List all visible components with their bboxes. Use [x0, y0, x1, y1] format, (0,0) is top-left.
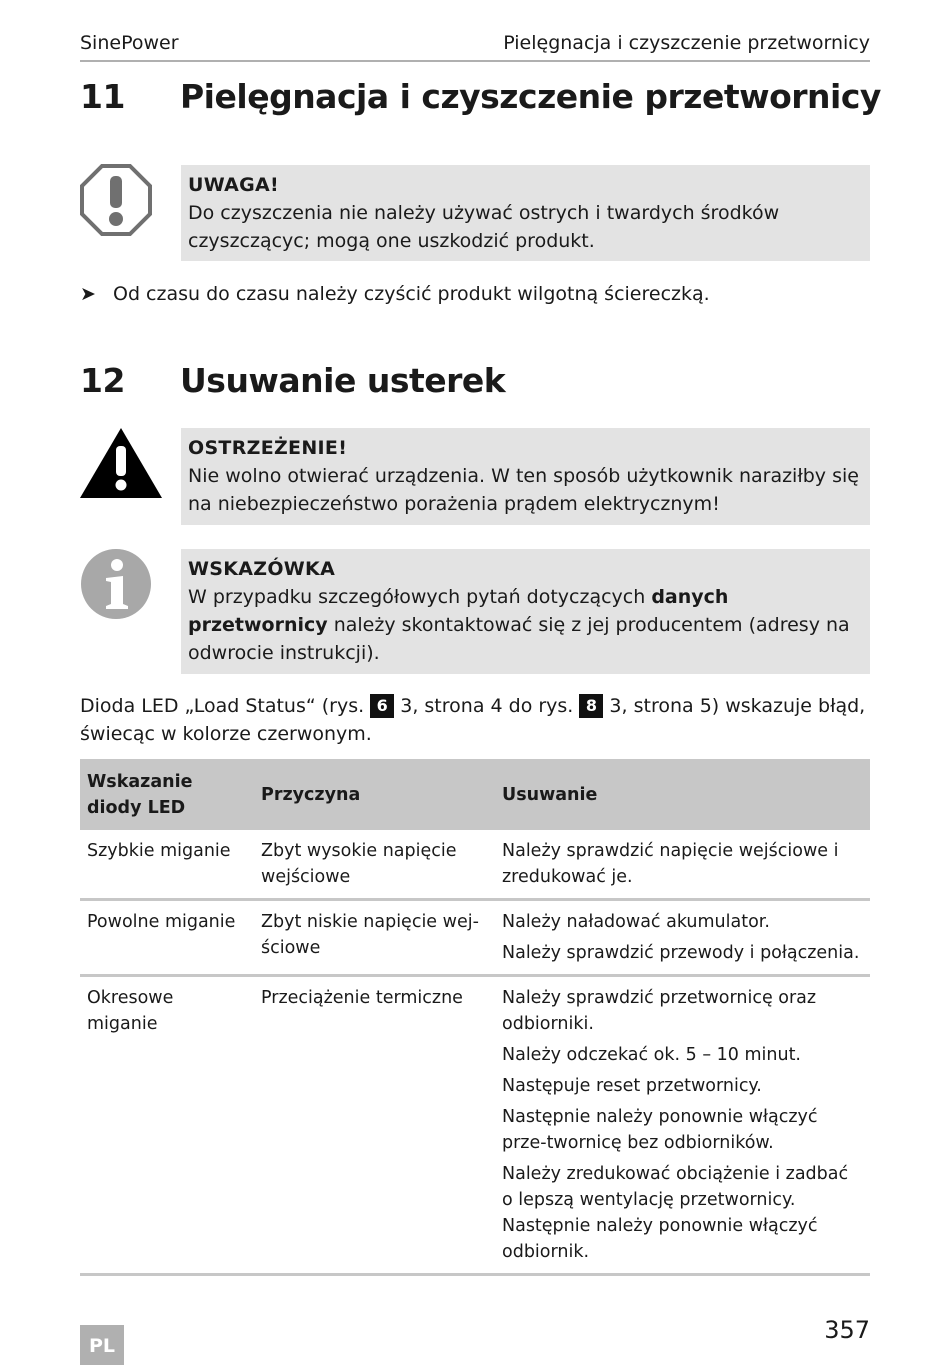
header-chapter: Pielęgnacja i czyszczenie przetwornicy — [503, 32, 870, 54]
figure-badge: 6 — [370, 694, 394, 718]
info-icon — [80, 548, 152, 620]
bullet-text: Od czasu do czasu należy czyścić produkt wilgotną ściereczką. — [113, 283, 710, 305]
cause-cell: Zbyt niskie napięcie wej-ściowe — [254, 900, 495, 976]
warning-text: Nie wolno otwierać urządzenia. W ten sposób użytkownik naraziłby się na niebezpieczeństwo porażenia prądem elektrycznym! — [188, 465, 859, 515]
column-header: Przyczyna — [254, 759, 495, 830]
warning-notice — [181, 428, 870, 525]
remedy-cell: Należy sprawdzić napięcie wejściowe i zredukować je. — [495, 830, 870, 900]
hint-label: WSKAZÓWKA — [188, 558, 336, 580]
header-brand: SinePower — [80, 32, 179, 54]
indication-cell: Szybkie miganie — [80, 830, 254, 900]
indication-cell: Okresowe miganie — [80, 976, 254, 1275]
warning-label: OSTRZEŻENIE! — [188, 437, 348, 459]
notice-text: Do czyszczenia nie należy używać ostrych i twardych środków czyszczącyc; mogą one uszkodzić produkt. — [188, 202, 780, 252]
hint-notice — [181, 549, 870, 674]
page-number: 357 — [824, 1316, 870, 1344]
table-row — [80, 976, 870, 1275]
remedy-cell: Należy naładować akumulator. Należy sprawdzić przewody i połączenia. — [495, 900, 870, 976]
section-number: 12 — [80, 361, 125, 400]
cause-cell: Przeciążenie termiczne — [254, 976, 495, 1275]
caution-octagon-icon — [80, 164, 152, 236]
figure-badge: 8 — [579, 694, 603, 718]
column-header: Wskazanie diody LED — [80, 759, 254, 830]
remedy-cell: Należy sprawdzić przetwornicę oraz odbiorniki. Należy odczekać ok. 5 – 10 minut. Następuje reset przetwornicy. Następnie należy ponownie włączyć prze-twornicę bez odbiorników. Należy zredukować obciążenie i zadbać o lepszą wentylację przetwornicy. Następnie należy ponownie włączyć odbiornik. — [495, 976, 870, 1275]
table-header-row — [80, 759, 870, 830]
section-title: Usuwanie usterek — [180, 361, 506, 400]
warning-triangle-icon — [80, 428, 162, 500]
section-title: Pielęgnacja i czyszczenie przetwornicy — [180, 77, 881, 116]
led-intro-paragraph: Dioda LED „Load Status“ (rys. 6 3, strona 4 do rys. 8 3, strona 5) wskazuje błąd, świecąc w kolorze czerwonym. — [80, 695, 866, 745]
page-header — [80, 30, 870, 62]
caution-notice — [181, 165, 870, 261]
column-header: Usuwanie — [495, 759, 870, 830]
table-row — [80, 830, 870, 900]
hint-text: W przypadku szczegółowych pytań dotyczących danych przetwornicy należy skontaktować się z jej producentem (adresy na odwrocie instrukcji). — [188, 586, 850, 664]
language-badge: PL — [80, 1325, 124, 1365]
instruction-bullet — [80, 280, 710, 308]
bullet-arrow-icon: ➤ — [80, 283, 96, 305]
cause-cell: Zbyt wysokie napięcie wejściowe — [254, 830, 495, 900]
troubleshooting-table — [80, 759, 870, 1276]
section-number: 11 — [80, 77, 125, 116]
indication-cell: Powolne miganie — [80, 900, 254, 976]
table-row — [80, 900, 870, 976]
notice-label: UWAGA! — [188, 174, 280, 196]
hint-emphasis: danych przetwornicy — [188, 586, 729, 636]
